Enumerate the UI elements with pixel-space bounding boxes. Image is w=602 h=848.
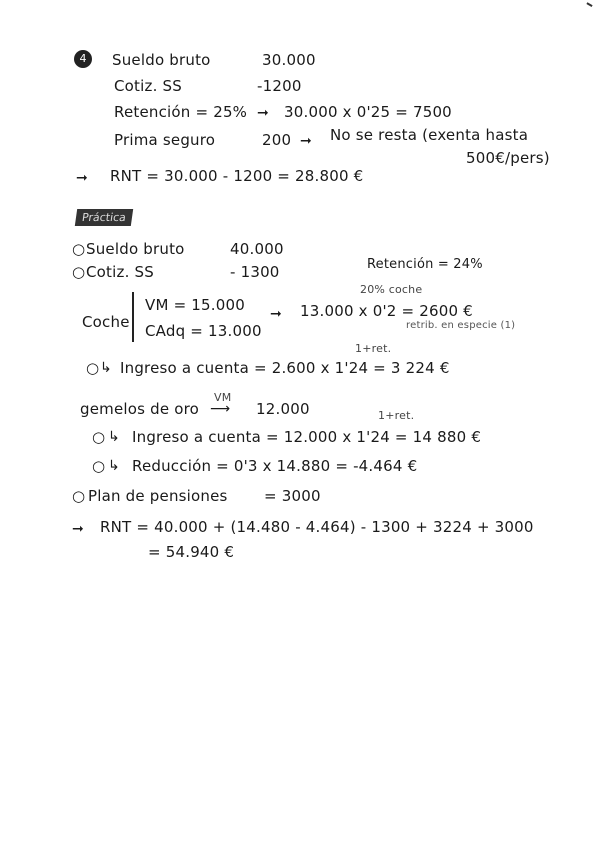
practica-cotiz-label: Cotiz. SS xyxy=(86,263,154,281)
reduccion: Reducción = 0'3 x 14.880 = -4.464 € xyxy=(132,457,418,475)
arrow-right-icon: ➞ xyxy=(72,521,84,537)
prima-note-continued: 500€/pers) xyxy=(466,149,550,167)
return-arrow-icon: ↳ xyxy=(100,360,112,376)
practica-sueldo-value: 40.000 xyxy=(230,240,284,258)
practica-retencion: Retención = 24% xyxy=(367,257,483,272)
bullet-icon: ○ xyxy=(92,428,106,446)
section-number-badge: 4 xyxy=(74,50,92,68)
bullet-icon: ○ xyxy=(72,487,86,505)
ret-note-1: 1+ret. xyxy=(355,342,392,355)
coche-note-top: 20% coche xyxy=(360,283,423,296)
prima-seguro-value: 200 xyxy=(262,131,292,149)
bullet-icon: ○ xyxy=(86,359,100,377)
gemelos-value: 12.000 xyxy=(256,400,310,418)
rnt-practica-line1: RNT = 40.000 + (14.480 - 4.464) - 1300 + 3224 + 3000 xyxy=(100,518,534,536)
arrow-right-icon: ➞ xyxy=(300,133,312,149)
cotiz-ss-value: -1200 xyxy=(257,77,302,95)
gemelos-label: gemelos de oro xyxy=(80,400,200,418)
ret-note-2: 1+ret. xyxy=(378,409,415,422)
arrow-right-icon: ⟶ xyxy=(210,401,231,417)
coche-label: Coche xyxy=(82,313,130,331)
cotiz-ss-label: Cotiz. SS xyxy=(114,77,182,95)
bullet-icon: ○ xyxy=(72,240,86,258)
return-arrow-icon: ↳ xyxy=(108,429,120,445)
arrow-right-icon: ➞ xyxy=(257,105,269,121)
arrow-right-icon: ➞ xyxy=(76,170,88,186)
brace-divider xyxy=(132,292,134,342)
prima-note: No se resta (exenta hasta xyxy=(330,126,529,144)
bullet-icon: ○ xyxy=(92,457,106,475)
coche-vm: VM = 15.000 xyxy=(145,296,245,314)
prima-seguro-label: Prima seguro xyxy=(114,131,216,149)
practica-sueldo-label: Sueldo bruto xyxy=(86,240,185,258)
corner-mark xyxy=(586,0,595,7)
sueldo-bruto-value: 30.000 xyxy=(262,51,316,69)
plan-pensiones-label: Plan de pensiones xyxy=(88,487,228,505)
rnt-practica-line2: = 54.940 € xyxy=(148,543,235,561)
ingreso-cuenta-2: Ingreso a cuenta = 12.000 x 1'24 = 14 880 € xyxy=(132,428,482,446)
gemelos-arrow-label: VM xyxy=(214,391,232,404)
return-arrow-icon: ↳ xyxy=(108,458,120,474)
coche-note-bottom: retrib. en especie (1) xyxy=(406,320,516,331)
arrow-right-icon: ➞ xyxy=(270,306,282,322)
retencion-label: Retención = 25% xyxy=(114,103,248,121)
sueldo-bruto-label: Sueldo bruto xyxy=(112,51,211,69)
bullet-icon: ○ xyxy=(72,263,86,281)
plan-pensiones-value: = 3000 xyxy=(264,487,321,505)
retencion-calc: 30.000 x 0'25 = 7500 xyxy=(284,103,452,121)
coche-calc: 13.000 x 0'2 = 2600 € xyxy=(300,302,473,320)
ingreso-cuenta-1: Ingreso a cuenta = 2.600 x 1'24 = 3 224 € xyxy=(120,359,450,377)
rnt-result-section4: RNT = 30.000 - 1200 = 28.800 € xyxy=(110,167,364,185)
practica-cotiz-value: - 1300 xyxy=(230,263,280,281)
practica-badge: Práctica xyxy=(75,209,133,226)
coche-cadq: CAdq = 13.000 xyxy=(145,322,262,340)
